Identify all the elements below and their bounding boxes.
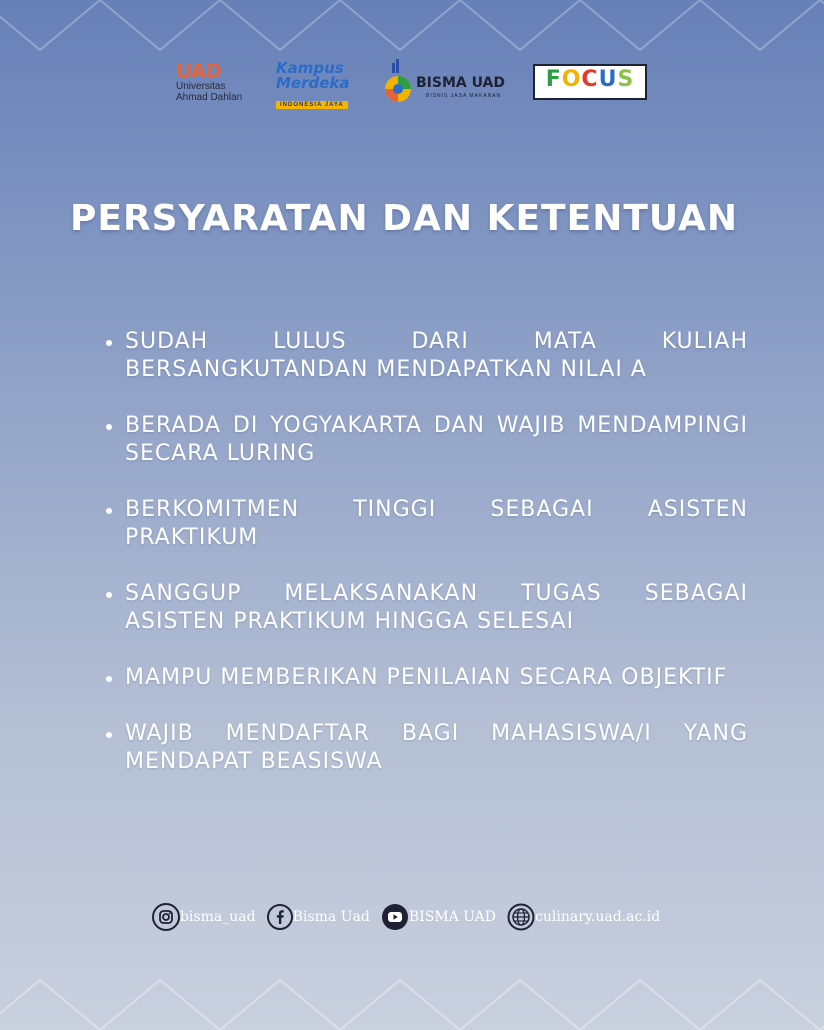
facebook-link[interactable] xyxy=(267,904,370,930)
page-title xyxy=(0,198,824,239)
bullet-icon xyxy=(106,508,112,514)
partner-logos xyxy=(0,55,824,115)
requirement-text: BERADA DI YOGYAKARTA DAN WAJIB MENDAMPINGI SECARA LURING xyxy=(125,413,748,466)
uad-logo-mark: UAD xyxy=(176,59,221,83)
facebook-icon xyxy=(267,904,293,930)
focus-letter-s: S xyxy=(617,67,635,92)
bottom-zigzag-decoration xyxy=(0,970,824,1030)
requirement-text: MAMPU MEMBERIKAN PENILAIAN SECARA OBJEKTIF xyxy=(125,665,728,690)
globe-icon xyxy=(507,903,535,931)
bisma-logo-name: BISMA UAD xyxy=(416,75,505,91)
instagram-link[interactable] xyxy=(152,903,256,931)
youtube-link[interactable] xyxy=(381,903,496,931)
requirement-text: SANGGUP MELAKSANAKAN TUGAS SEBAGAI ASISTEN PRAKTIKUM HINGGA SELESAI xyxy=(125,581,748,634)
bullet-icon xyxy=(106,732,112,738)
bullet-icon xyxy=(106,340,112,346)
kampus-merdeka-line2: Merdeka xyxy=(276,74,350,92)
focus-logo-text xyxy=(535,66,645,94)
youtube-icon xyxy=(381,903,409,931)
focus-letter-u: U xyxy=(598,67,618,92)
website-link[interactable] xyxy=(507,903,660,931)
website-url: culinary.uad.ac.id xyxy=(535,909,661,925)
youtube-channel: BISMA UAD xyxy=(408,909,496,925)
bisma-emblem-icon xyxy=(382,57,414,109)
requirement-item xyxy=(104,580,748,636)
requirement-item xyxy=(104,664,748,692)
bisma-logo-sub: BISNIS JASA MAKANAN xyxy=(426,93,502,99)
uad-logo xyxy=(176,61,256,109)
requirements-list xyxy=(104,328,748,804)
bisma-uad-logo xyxy=(382,57,512,109)
requirement-text: BERKOMITMEN TINGGI SEBAGAI ASISTEN PRAKTIKUM xyxy=(125,497,748,550)
facebook-name: Bisma Uad xyxy=(292,909,370,925)
instagram-icon xyxy=(152,903,180,931)
page-title-text: PERSYARATAN DAN KETENTUAN xyxy=(69,198,739,239)
requirement-text: WAJIB MENDAFTAR BAGI MAHASISWA/I YANG MENDAPAT BEASISWA xyxy=(125,721,748,774)
requirement-item xyxy=(104,412,748,468)
bullet-icon xyxy=(106,424,112,430)
kampus-merdeka-band: INDONESIA JAYA xyxy=(276,101,348,109)
focus-letter-c: C xyxy=(581,67,599,92)
uad-logo-line2: Ahmad Dahlan xyxy=(176,92,243,103)
instagram-handle: bisma_uad xyxy=(180,909,256,925)
focus-letter-o: O xyxy=(561,67,582,92)
requirement-item xyxy=(104,328,748,384)
requirement-item xyxy=(104,720,748,776)
social-footer xyxy=(152,903,666,933)
requirement-text: SUDAH LULUS DARI MATA KULIAH BERSANGKUTANDAN MENDAPATKAN NILAI A xyxy=(125,329,748,382)
focus-letter-f: F xyxy=(545,67,562,92)
top-zigzag-decoration xyxy=(0,0,824,60)
bullet-icon xyxy=(106,592,112,598)
focus-logo xyxy=(533,64,647,100)
bullet-icon xyxy=(106,676,112,682)
uad-logo-line1: Universitas xyxy=(176,81,226,92)
requirement-item xyxy=(104,496,748,552)
kampus-merdeka-line1: Kampus xyxy=(276,59,344,77)
kampus-merdeka-logo xyxy=(276,61,360,109)
